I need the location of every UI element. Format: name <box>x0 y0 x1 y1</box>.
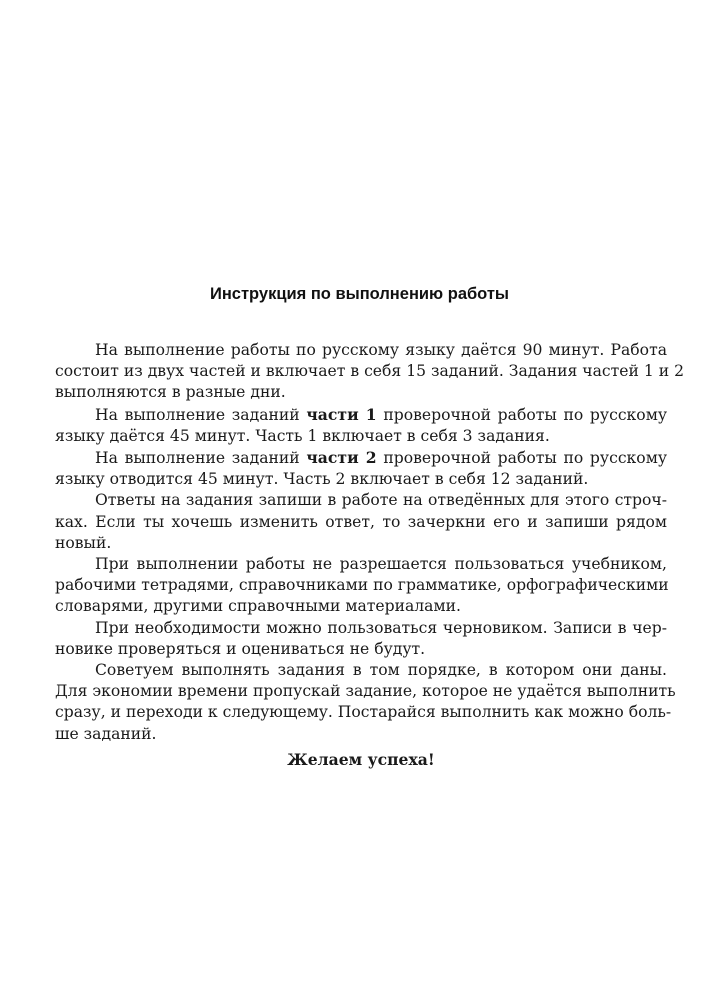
paragraph <box>55 447 667 490</box>
paragraph-line: Советуем выполнять задания в том порядке, в котором они даны. <box>95 661 667 680</box>
paragraph-line: языку даётся 45 минут. Часть 1 включает в себя 3 задания. <box>55 426 550 445</box>
paragraph-line: словарями, другими справочными материалами. <box>55 597 461 616</box>
paragraph-line: На выполнение заданий части 2 проверочной работы по русскому <box>95 448 667 468</box>
paragraph-line: Ответы на задания запиши в работе на отведённых для этого строч- <box>95 491 667 510</box>
paragraph-line: рабочими тетрадями, справочниками по грамматике, орфографическими <box>55 576 669 595</box>
paragraph <box>55 490 667 554</box>
page-title: Инструкция по выполнению работы <box>209 285 510 303</box>
paragraph-line: При выполнении работы не разрешается пользоваться учебником, <box>95 555 667 574</box>
paragraph <box>55 340 684 404</box>
paragraph-line: На выполнение заданий части 1 проверочной работы по русскому <box>95 404 667 424</box>
paragraph <box>55 404 667 447</box>
paragraph-line: Для экономии времени пропускай задание, которое не удаётся выполнить <box>55 682 676 701</box>
paragraph <box>55 618 667 660</box>
paragraph <box>55 660 676 745</box>
paragraph-line: новый. <box>55 533 112 552</box>
paragraph-line: языку отводится 45 минут. Часть 2 включает в себя 12 заданий. <box>55 470 589 489</box>
paragraph-line: состоит из двух частей и включает в себя 15 заданий. Задания частей 1 и 2 <box>55 362 684 381</box>
paragraph-line: На выполнение работы по русскому языку даётся 90 минут. Работа <box>95 341 667 359</box>
instructions-body <box>55 340 684 770</box>
paragraph <box>55 554 667 618</box>
closing-wish: Желаем успеха! <box>287 749 435 769</box>
paragraph-line: ше заданий. <box>55 724 157 743</box>
paragraph-line: выполняются в разные дни. <box>55 383 286 402</box>
paragraph-line: новике проверяться и оцениваться не будут. <box>55 639 426 658</box>
paragraph-line: сразу, и переходи к следующему. Постарайся выполнить как можно боль- <box>55 703 672 722</box>
paragraph-list <box>55 340 684 745</box>
paragraph-line: При необходимости можно пользоваться черновиком. Записи в чер- <box>95 618 667 637</box>
paragraph-line: ках. Если ты хочешь изменить ответ, то зачеркни его и запиши рядом <box>55 512 667 531</box>
